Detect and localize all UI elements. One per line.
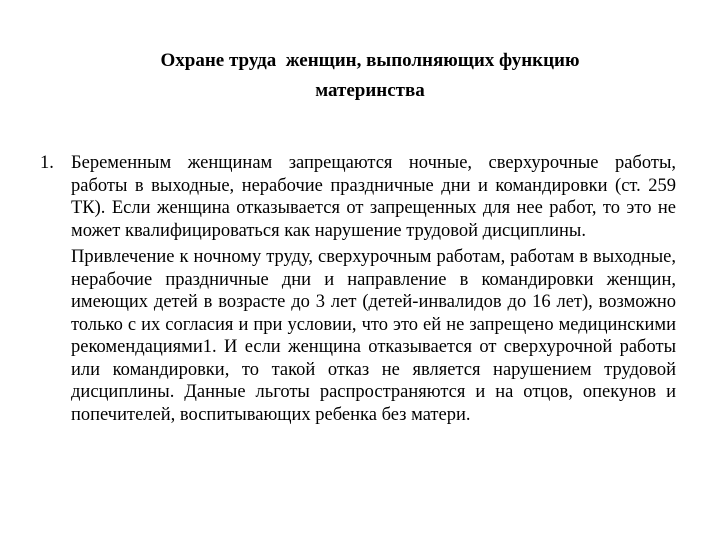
title-line-1: Охране труда женщин, выполняющих функцию: [160, 50, 580, 71]
list-item-number: 1.: [40, 153, 54, 173]
slide-title: [60, 46, 680, 106]
list-item-text: Беременным женщинам запрещаются ночные, сверхурочные работы, работы в выходные, нерабочие праздничные дни и командировки (ст. 259 ТК). Если женщина отказывается от запрещенных для нее работ, то это не может квалифицироваться как нарушение трудовой дисциплины.: [71, 153, 676, 241]
paragraph-2: Привлечение к ночному труду, сверхурочным работам, работам в выходные, нерабочие праздничные дни и направление в командировки женщин, имеющих детей в возрасте до 3 лет (детей-инвалидов до 16 лет), возможно только с их согласия и при условии, что это ей не запрещено медицинскими рекомендациями1. И если женщина отказывается от сверхурочной работы или командировки, то такой отказ не является нарушением трудовой дисциплины. Данные льготы распространяются и на отцов, опекунов и попечителей, воспитывающих ребенка без матери.: [71, 247, 676, 425]
list-item-1: [40, 152, 676, 242]
title-line-2: материнства: [315, 80, 425, 101]
slide-body: [40, 152, 676, 426]
